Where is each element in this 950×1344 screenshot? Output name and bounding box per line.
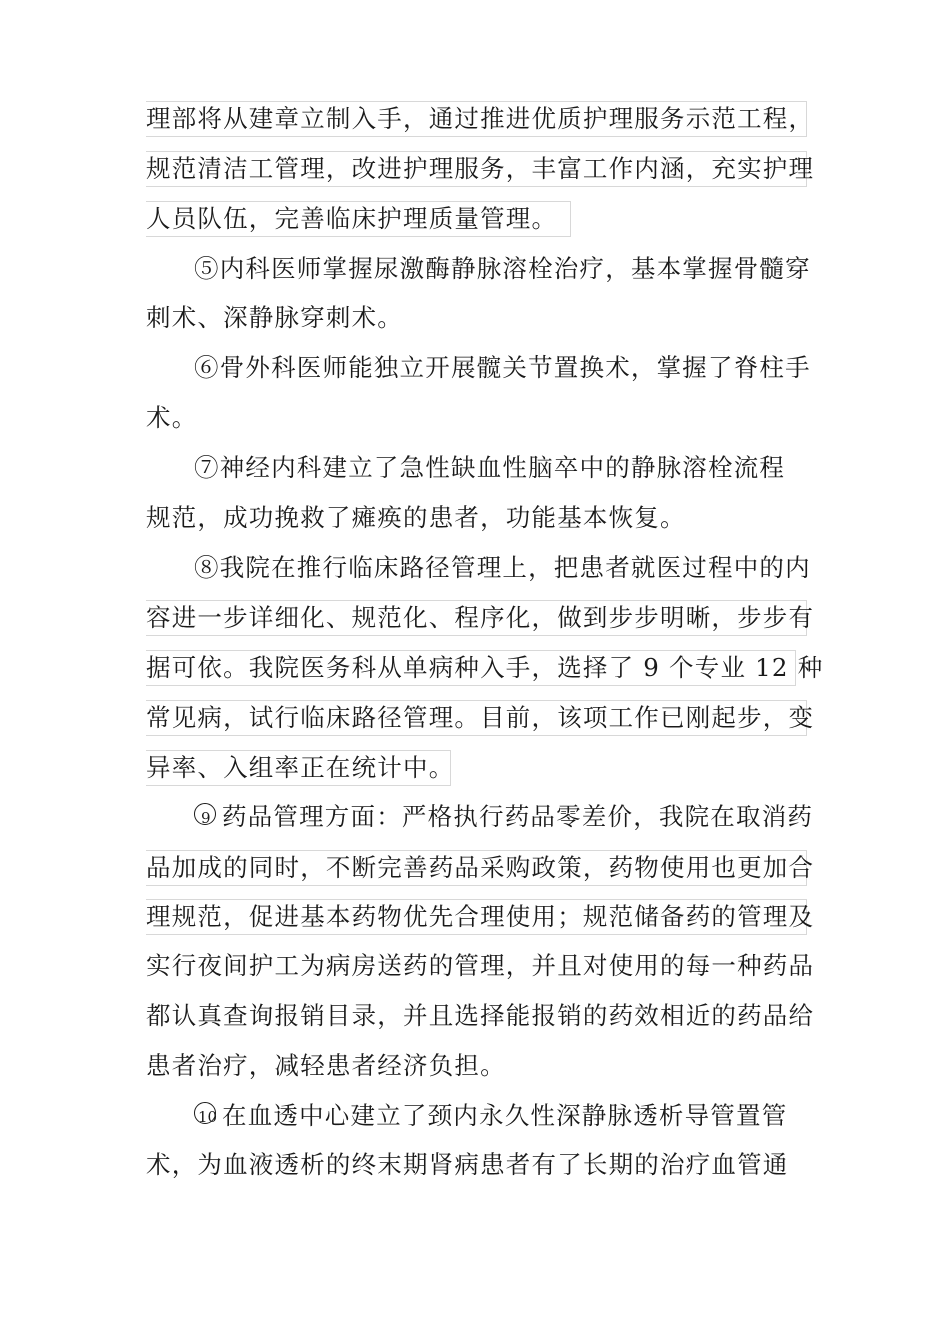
text-line-21: 在血透中心建立了颈内永久性深静脉透析导管置管 <box>222 1101 788 1130</box>
text-line-4: ⑤内科医师掌握尿激酶静脉溶栓治疗，基本掌握骨髓穿 <box>194 254 811 283</box>
text-line-20: 患者治疗，减轻患者经济负担。 <box>146 1051 506 1080</box>
circled-number-text: 10 <box>198 1108 218 1126</box>
item-9-line <box>194 800 813 834</box>
text-line-18: 实行夜间护工为病房送药的管理，并且对使用的每一种药品 <box>146 951 815 980</box>
text-line-15: 药品管理方面：严格执行药品零差价，我院在取消药 <box>222 802 814 831</box>
text-line-17: 理规范，促进基本药物优先合理使用；规范储备药的管理及 <box>146 899 807 935</box>
text-line-2: 规范清洁工管理，改进护理服务，丰富工作内涵，充实护理 <box>146 151 807 187</box>
text-line-22: 术，为血液透析的终末期肾病患者有了长期的治疗血管通 <box>146 1150 789 1179</box>
text-line-16: 品加成的同时，不断完善药品采购政策，药物使用也更加合 <box>146 850 807 886</box>
text-line-1: 理部将从建章立制入手，通过推进优质护理服务示范工程， <box>146 101 807 137</box>
text-line-3: 人员队伍，完善临床护理质量管理。 <box>146 201 571 237</box>
item-10-line <box>194 1099 787 1133</box>
text-line-14: 异率、入组率正在统计中。 <box>146 750 451 786</box>
text-line-12: 据可依。我院医务科从单病种入手，选择了 9 个专业 12 种 <box>146 650 796 686</box>
text-line-9: 规范，成功挽救了瘫痪的患者，功能基本恢复。 <box>146 503 686 532</box>
text-line-13: 常见病，试行临床路径管理。目前，该项工作已刚起步，变 <box>146 700 807 736</box>
text-line-7: 术。 <box>146 403 198 432</box>
circled-number-marker <box>194 1102 218 1126</box>
text-line-10: ⑧我院在推行临床路径管理上，把患者就医过程中的内 <box>194 553 811 582</box>
text-line-5: 刺术、深静脉穿刺术。 <box>146 303 403 332</box>
text-line-8: ⑦神经内科建立了急性缺血性脑卒中的静脉溶栓流程 <box>194 453 786 482</box>
text-line-19: 都认真查询报销目录，并且选择能报销的药效相近的药品给 <box>146 1001 815 1030</box>
circled-number-marker <box>194 803 218 827</box>
text-line-6: ⑥骨外科医师能独立开展髋关节置换术，掌握了脊柱手 <box>194 353 811 382</box>
text-line-11: 容进一步详细化、规范化、程序化，做到步步明晰，步步有 <box>146 600 807 636</box>
circled-number-text: 9 <box>201 809 211 827</box>
